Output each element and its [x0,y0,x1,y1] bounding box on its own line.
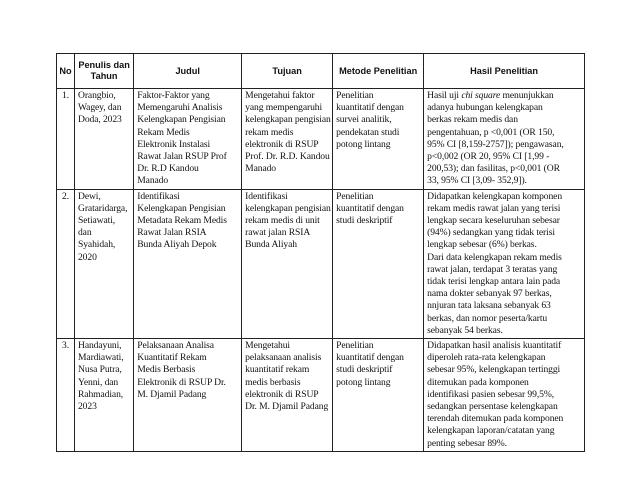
tujuan-line: pelaksanaan analisis [245,352,322,364]
tujuan-line: kuantitatif rekam [245,364,310,376]
hasil-line: kelengkapan laporan/catatan yang [427,425,555,437]
penulis-line: Handayuni, [77,340,122,352]
cell-metode [333,189,424,338]
hasil-line: terendah ditemukan pada komponen [427,413,564,425]
cell-judul [134,189,242,338]
hasil-line: rekam medis rawat jalan yang terisi [427,202,561,214]
penulis-line: dan [77,227,92,239]
hasil-line: berkas, dan nomor peserta/kartu [427,312,548,324]
header-judul: Judul [134,54,242,89]
header-hasil: Hasil Penelitian [424,54,585,89]
literature-review-table [56,53,585,452]
cell-penulis [74,339,133,452]
metode-line: kuantitatif dengan [336,352,404,364]
judul-line: Rawat Jalan RSIA [137,227,207,239]
metode-line: potong lintang [336,138,391,150]
metode-line: Penelitian [336,190,374,202]
hasil-line: sedangkan persentase kelengkapan [427,401,558,413]
tujuan-line: kelengkapan pengisian [245,202,331,214]
cell-penulis [74,189,133,338]
penulis-line: Orangbio, [77,90,116,101]
hasil-line: rawat jalan, terdapat 3 teratas yang [427,263,558,275]
penulis-line: Mardiawati, [77,352,124,364]
metode-line: pendekatan studi [336,126,400,138]
cell-metode [333,339,424,452]
header-tujuan: Tujuan [242,54,333,89]
penulis-line: Syahidah, [77,239,116,251]
penulis-line: Dewi, [77,190,101,202]
cell-penulis [74,89,133,190]
judul-line: Bunda Aliyah Depok [137,239,217,251]
hasil-line: sebanyak 54 berkas. [427,324,503,336]
judul-line: Identifikasi [137,190,180,202]
hasil-line: sebesar 95%, kelengkapan tertinggi [427,364,561,376]
tujuan-line: rekam medis di unit [245,215,320,227]
penulis-line: Setiawati, [77,215,116,227]
hasil-line: ditemukan pada komponen [427,376,529,388]
metode-line: potong lintang [336,376,391,388]
hasil-line: (94%) sedangkan yang tidak terisi [427,227,555,239]
tujuan-line: yang mempengaruhi [245,102,323,114]
hasil-line: lengkap secara keseluruhan sebesar [427,215,560,227]
judul-line: Rekam Medis [137,126,190,138]
table-row [57,89,585,190]
cell-tujuan [242,189,333,338]
hasil-line: 200,53); dan fasilitas, p<0,001 (OR [427,163,560,175]
judul-line: Manado [137,175,169,187]
cell-hasil [424,189,585,338]
penulis-line: 2023 [77,401,97,413]
cell-judul [134,89,242,190]
table-header-row [57,54,585,89]
judul-line: Kelengkapan Pengisian [137,202,226,214]
cell-tujuan [242,339,333,452]
metode-line: kuantitatif dengan [336,202,404,214]
hasil-line: diperoleh rata-rata kelengkapan [427,352,546,364]
judul-line: Kelengkapan Pengisian [137,114,226,126]
tujuan-line: Mengetahui [245,340,290,352]
penulis-line: Wagey, dan [77,102,122,114]
metode-line: Penelitian [336,90,374,101]
metode-line: studi deskriptif [336,364,393,376]
table-row [57,189,585,338]
hasil-line: 95% CI [8,159-2757]); pengawasan, [427,138,564,150]
hasil-line: Dari data kelengkapan rekam medis [427,251,562,263]
tujuan-line: elektronik di RSUP [245,138,319,150]
hasil-line: tidak terisi lengkap antara lain pada [427,276,561,288]
judul-line: Pelaksanaan Analisa [137,340,214,352]
hasil-line: 33, 95% CI [3,09- 352,9]). [427,175,527,187]
hasil-line: Didapatkan hasil analisis kuantitatif [427,340,562,352]
table-body [57,89,585,452]
judul-line: Medis Berbasis [137,364,196,376]
hasil-line: berkas rekam medis dan [427,114,518,126]
hasil-line: penting sebesar 89%. [427,437,507,449]
cell-hasil [424,339,585,452]
judul-line: Dr. R.D Kandou [137,163,199,175]
cell-judul [134,339,242,452]
tujuan-line: Bunda Aliyah [245,239,297,251]
hasil-line: identifikasi pasien sebesar 99,5%, [427,388,555,400]
hasil-line: nnjuran tata laksana sebanyak 63 [427,300,551,312]
tujuan-line: Mengetahui faktor [245,90,315,101]
hasil-line: adanya hubungan kelengkapan [427,102,543,114]
cell-no: 2. [57,189,75,338]
hasil-line: nama dokter sebanyak 97 berkas, [427,288,552,300]
penulis-line: 2020 [77,251,97,263]
tujuan-line: Dr. M. Djamil Padang [245,401,329,413]
metode-line: studi deskriptif [336,215,393,227]
cell-hasil [424,89,585,190]
hasil-line: lengkap sebesar (6%) berkas. [427,239,537,251]
penulis-line: Grataridarga, [77,202,128,214]
chi-square-term: chi square [461,90,501,101]
judul-line: Metadata Rekam Medis [137,215,227,227]
tujuan-line: rekam medis [245,126,294,138]
metode-line: survei analitik, [336,114,392,126]
tujuan-line: elektronik di RSUP [245,388,319,400]
hasil-line [427,90,581,102]
judul-line: Rawat Jalan RSUP Prof [137,151,227,163]
judul-line: Elektronik di RSUP Dr. [137,376,226,388]
table-row [57,339,585,452]
header-no: No [57,54,75,89]
cell-no: 3. [57,339,75,452]
penulis-line: Yenni, dan [77,376,119,388]
tujuan-line: rawat jalan RSIA [245,227,311,239]
cell-tujuan [242,89,333,190]
judul-line: Faktor-Faktor yang [137,90,210,101]
metode-line: kuantitatif dengan [336,102,404,114]
cell-no: 1. [57,89,75,190]
cell-metode [333,89,424,190]
metode-line: Penelitian [336,340,374,352]
tujuan-line: Prof. Dr. R.D. Kandou [245,151,330,163]
penulis-line: Doda, 2023 [77,114,122,126]
tujuan-line: kelengkapan pengisian [245,114,331,126]
tujuan-line: Manado [245,163,276,175]
penulis-line: Nusa Putra, [77,364,122,376]
tujuan-line: medis berbasis [245,376,301,388]
hasil-prefix: Hasil uji [427,90,462,101]
hasil-line: p<0,002 (OR 20, 95% CI [1,99 - [427,151,550,163]
judul-line: Memengaruhi Analisis [137,102,223,114]
header-metode: Metode Penelitian [333,54,424,89]
hasil-line: pengentahuan, p <0,001 (OR 150, [427,126,555,138]
tujuan-line: Identifikasi [245,190,288,202]
judul-line: Kuantitatif Rekam [137,352,207,364]
header-penulis: Penulis dan Tahun [74,54,133,89]
hasil-suffix: menunjukkan [500,90,554,101]
hasil-line: Didapatkan kelengkapan komponen [427,190,563,202]
penulis-line: Rahmadian, [77,388,124,400]
judul-line: M. Djamil Padang [137,388,207,400]
judul-line: Elektronik Instalasi [137,138,211,150]
